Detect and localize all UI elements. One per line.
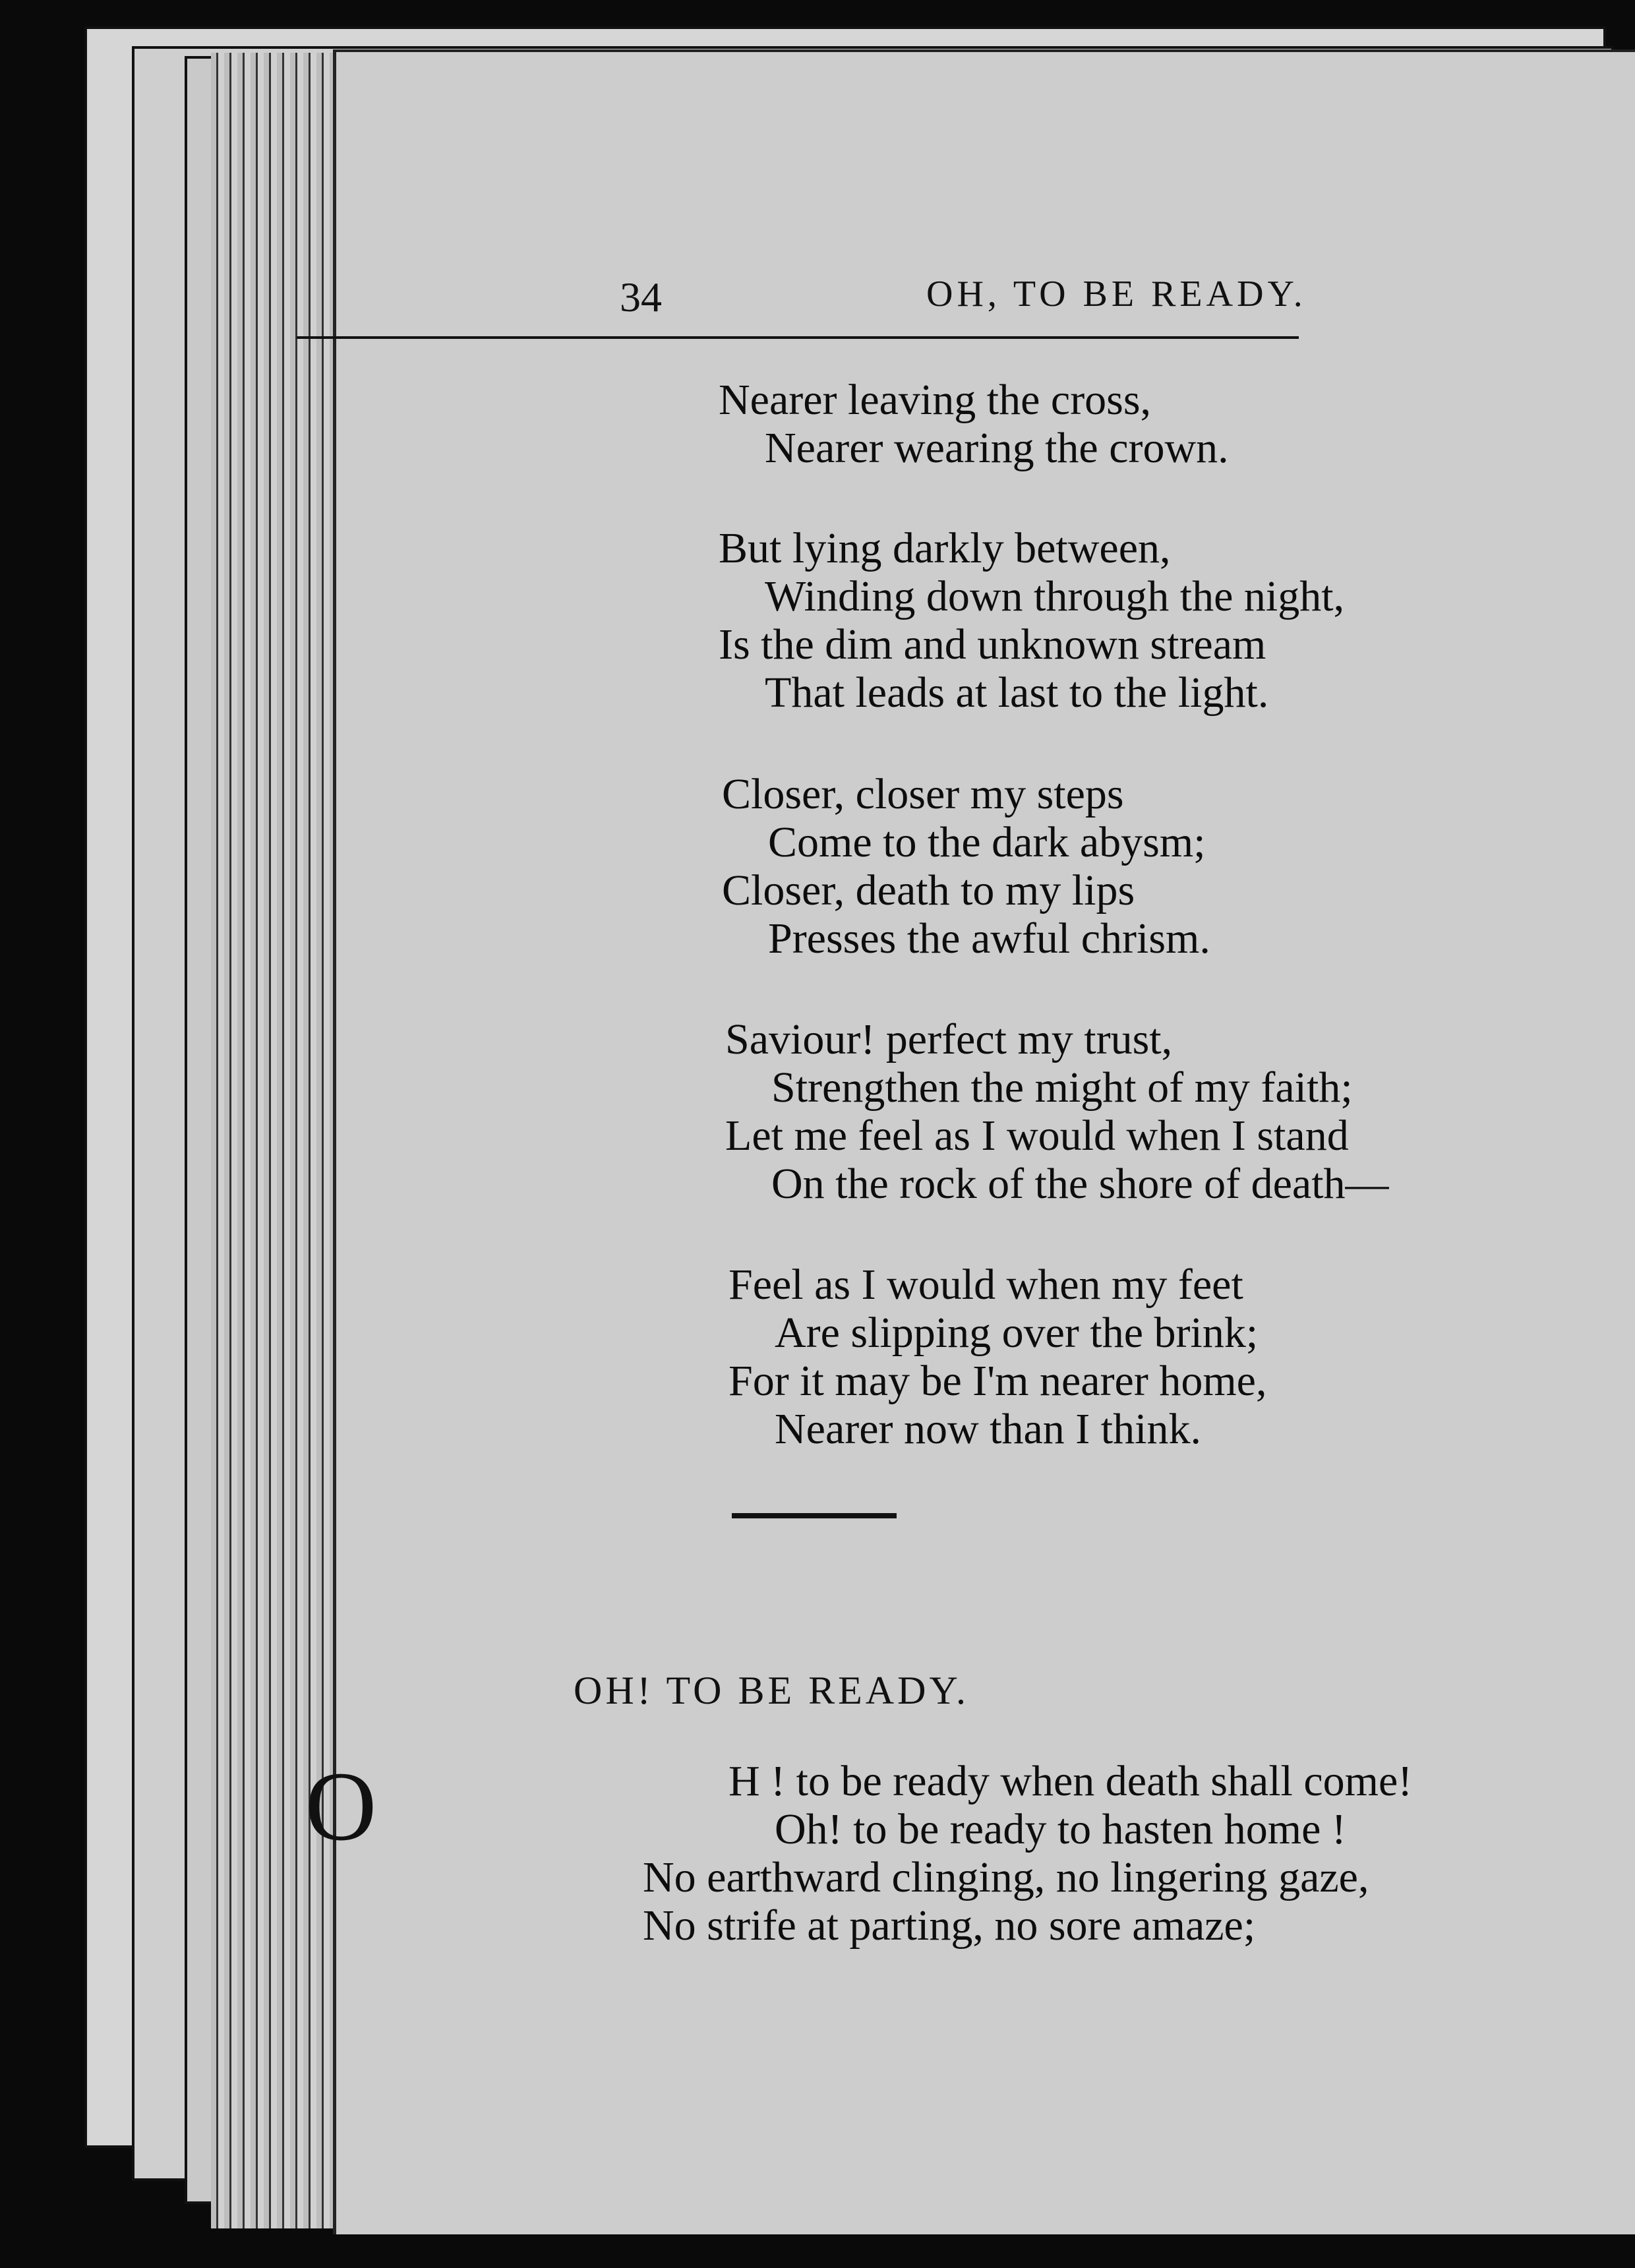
verse-line: Closer, closer my steps: [722, 770, 1124, 818]
stanza: [725, 1015, 1389, 1208]
verse-line: Closer, death to my lips: [722, 866, 1135, 914]
stanza: [643, 1853, 1369, 1950]
verse-line: Let me feel as I would when I stand: [725, 1112, 1349, 1160]
verse-line: On the rock of the shore of death—: [771, 1160, 1389, 1208]
header-rule: [297, 336, 1299, 339]
verse-line: Saviour! perfect my trust,: [725, 1015, 1173, 1063]
stanza: [722, 770, 1210, 963]
verse-line: That leads at last to the light.: [765, 669, 1269, 717]
verse-line: Nearer now than I think.: [775, 1405, 1201, 1453]
poem-title: OH! TO BE READY.: [574, 1669, 970, 1712]
stanza: [719, 524, 1344, 717]
drop-cap: O: [305, 1752, 377, 1861]
section-separator: [732, 1513, 897, 1518]
verse-line: Presses the awful chrism.: [768, 914, 1210, 963]
verse-line: Strengthen the might of my faith;: [771, 1063, 1353, 1112]
page-edges-stripes: [211, 53, 336, 2228]
verse-line: But lying darkly between,: [719, 524, 1171, 572]
verse-line: For it may be I'm nearer home,: [728, 1357, 1267, 1405]
verse-line: No strife at parting, no sore amaze;: [643, 1901, 1256, 1950]
verse-line: Oh! to be ready to hasten home !: [775, 1805, 1346, 1853]
verse-line: Is the dim and unknown stream: [719, 620, 1266, 669]
verse-line: Are slipping over the brink;: [775, 1309, 1259, 1357]
verse-line: Winding down through the night,: [765, 572, 1345, 620]
stanza: [719, 376, 1229, 472]
verse-line: Nearer leaving the cross,: [719, 376, 1152, 424]
running-head: [336, 273, 1635, 326]
stanza: [728, 1757, 1412, 1853]
stanza: [728, 1261, 1266, 1453]
verse-line: H ! to be ready when death shall come!: [728, 1757, 1413, 1805]
page-number: 34: [620, 274, 662, 320]
verse-line: Feel as I would when my feet: [728, 1261, 1243, 1309]
verse-line: Nearer wearing the crown.: [765, 424, 1229, 472]
verse-line: No earthward clinging, no lingering gaze,: [643, 1853, 1369, 1901]
verse-line: Come to the dark abysm;: [768, 818, 1206, 866]
running-head-title: OH, TO BE READY.: [926, 274, 1307, 314]
